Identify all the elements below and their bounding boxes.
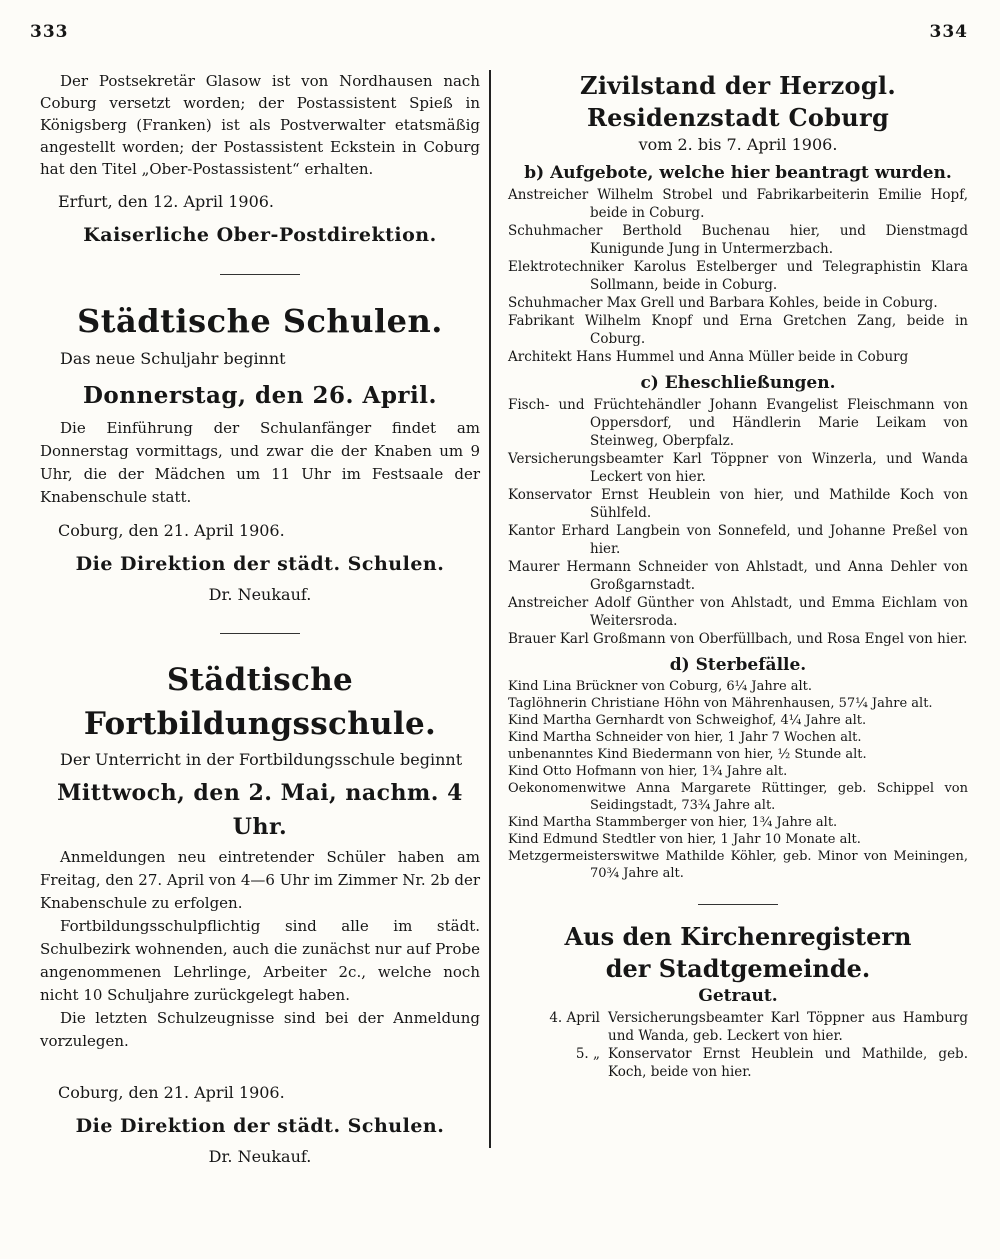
page-number-left: 333 — [30, 22, 69, 42]
list-item: Kind Edmund Stedtler von hier, 1 Jahr 10 Monate alt. — [508, 832, 861, 847]
list-item: unbenanntes Kind Biedermann von hier, ½ Stunde alt. — [508, 747, 867, 762]
fortbildung-line: Der Unterricht in der Fortbildungsschule beginnt — [60, 750, 463, 769]
fortbildung-paragraph-1: Anmeldungen neu eintretender Schüler haben am Freitag, den 27. April von 4—6 Uhr im Zimmer Nr. 2b der Knabenschule zu erfolgen. — [40, 848, 480, 912]
list-item: Fabrikant Wilhelm Knopf und Erna Gretchen Zang, beide in Coburg. — [508, 313, 968, 347]
schools-dateline: Coburg, den 21. April 1906. — [58, 521, 285, 540]
fortbildung-dateline: Coburg, den 21. April 1906. — [58, 1083, 285, 1102]
list-item: Kind Lina Brückner von Coburg, 6¼ Jahre alt. — [508, 679, 813, 694]
kirchen-title-1: Aus den Kirchenregistern — [564, 922, 912, 951]
post-notice-dateline: Erfurt, den 12. April 1906. — [58, 192, 275, 211]
list-item: Fisch- und Früchtehändler Johann Evangelist Fleischmann von Oppersdorf, und Händlerin Marie Leikam von Steinweg, Oberpfalz. — [508, 397, 968, 449]
aufgebote-section — [508, 162, 968, 366]
list-item: Kind Martha Stammberger von hier, 1¾ Jahre alt. — [508, 815, 838, 830]
right-column — [508, 70, 968, 1081]
schools-signature: Die Direktion der städt. Schulen. — [75, 553, 445, 575]
civil-registry-title: Zivilstand der Herzogl. Residenzstadt Coburg — [580, 71, 896, 132]
fortbildung-date-heading: Mittwoch, den 2. Mai, nachm. 4 Uhr. — [57, 780, 463, 840]
post-notice-signature: Kaiserliche Ober-Postdirektion. — [83, 224, 437, 246]
post-notice-paragraph: Der Postsekretär Glasow ist von Nordhausen nach Coburg versetzt worden; der Postassistent Spieß in Königsberg (Franken) ist als Postverwalter etatsmäßig angestellt worden; der Postassistent Eckstein in Coburg hat den Titel „Ober-Postassistent“ erhalten. — [40, 72, 480, 178]
entry-date: 5. „ — [575, 1046, 600, 1062]
fortbildung-signature: Die Direktion der städt. Schulen. — [75, 1115, 445, 1137]
left-column — [40, 70, 480, 1171]
post-notice — [40, 70, 480, 248]
entry-text: Versicherungsbeamter Karl Töppner aus Hamburg und Wanda, geb. Leckert von hier. — [608, 1010, 968, 1044]
list-item — [508, 1045, 968, 1081]
kirchen-title-2: der Stadtgemeinde. — [605, 954, 871, 983]
aufgebote-heading: b) Aufgebote, welche hier beantragt wurden. — [524, 163, 952, 183]
list-item: Schuhmacher Max Grell und Barbara Kohles, beide in Coburg. — [508, 295, 938, 311]
getraut-heading: Getraut. — [698, 986, 778, 1006]
eheschliessungen-heading: c) Eheschließungen. — [640, 373, 836, 393]
list-item: Versicherungsbeamter Karl Töppner von Winzerla, und Wanda Leckert von hier. — [508, 451, 968, 485]
list-item: Maurer Hermann Schneider von Ahlstadt, und Anna Dehler von Großgarnstadt. — [508, 559, 968, 593]
section-separator — [220, 274, 300, 275]
fortbildung-paragraph-3: Die letzten Schulzeugnisse sind bei der Anmeldung vorzulegen. — [40, 1009, 480, 1050]
list-item: Brauer Karl Großmann von Oberfüllbach, und Rosa Engel von hier. — [508, 631, 968, 647]
page-number-right: 334 — [929, 22, 968, 42]
list-item: Kantor Erhard Langbein von Sonnefeld, und Johanne Preßel von hier. — [508, 523, 968, 557]
fortbildung-author: Dr. Neukauf. — [208, 1147, 312, 1166]
schools-line: Das neue Schuljahr beginnt — [60, 349, 286, 368]
list-item — [508, 1009, 968, 1045]
list-item: Oekonomenwitwe Anna Margarete Rüttinger, geb. Schippel von Seidingstadt, 73¾ Jahre alt. — [508, 781, 968, 813]
schools-notice — [40, 299, 480, 607]
kirchen-section — [508, 921, 968, 1081]
list-item: Kind Martha Schneider von hier, 1 Jahr 7 Wochen alt. — [508, 730, 862, 745]
list-item: Elektrotechniker Karolus Estelberger und Telegraphistin Klara Sollmann, beide in Coburg. — [508, 259, 968, 293]
list-item: Schuhmacher Berthold Buchenau hier, und Dienstmagd Kunigunde Jung in Untermerzbach. — [508, 223, 968, 257]
section-separator — [698, 904, 778, 905]
fortbildung-notice — [40, 658, 480, 1169]
sterbefaelle-section — [508, 654, 968, 882]
list-item: Kind Otto Hofmann von hier, 1¾ Jahre alt. — [508, 764, 788, 779]
column-divider — [489, 70, 491, 1148]
list-item: Kind Martha Gernhardt von Schweighof, 4¼ Jahre alt. — [508, 713, 867, 728]
entry-date: 4. April — [549, 1010, 600, 1026]
civil-registry-subtitle: vom 2. bis 7. April 1906. — [638, 135, 838, 154]
list-item: Architekt Hans Hummel und Anna Müller beide in Coburg — [508, 349, 909, 365]
schools-paragraph: Die Einführung der Schulanfänger findet am Donnerstag vormittags, und zwar die der Knaben um 9 Uhr, die der Mädchen um 11 Uhr im Festsaale der Knabenschule statt. — [40, 419, 480, 506]
entry-text: Konservator Ernst Heublein und Mathilde, geb. Koch, beide von hier. — [608, 1046, 968, 1080]
list-item: Taglöhnerin Christiane Höhn von Mährenhausen, 57¼ Jahre alt. — [508, 696, 933, 711]
list-item: Anstreicher Wilhelm Strobel und Fabrikarbeiterin Emilie Hopf, beide in Coburg. — [508, 187, 968, 221]
list-item: Metzgermeisterswitwe Mathilde Köhler, geb. Minor von Meiningen, 70¾ Jahre alt. — [508, 849, 968, 881]
schools-author: Dr. Neukauf. — [208, 585, 312, 604]
sterbefaelle-heading: d) Sterbefälle. — [669, 655, 807, 675]
section-separator — [220, 633, 300, 634]
fortbildung-title: Städtische Fortbildungsschule. — [83, 662, 437, 742]
list-item: Konservator Ernst Heublein von hier, und Mathilde Koch von Sühlfeld. — [508, 487, 968, 521]
schools-title: Städtische Schulen. — [77, 302, 443, 340]
eheschliessungen-section — [508, 372, 968, 648]
fortbildung-paragraph-2: Fortbildungsschulpflichtig sind alle im städt. Schulbezirk wohnenden, auch die zunächst nur auf Probe angenommenen Lehrlinge, Arbeiter 2c., welche noch nicht 10 Schuljahre zurückgelegt haben. — [40, 917, 480, 1004]
schools-date-heading: Donnerstag, den 26. April. — [82, 382, 438, 409]
list-item: Anstreicher Adolf Günther von Ahlstadt, und Emma Eichlam von Weitersroda. — [508, 595, 968, 629]
